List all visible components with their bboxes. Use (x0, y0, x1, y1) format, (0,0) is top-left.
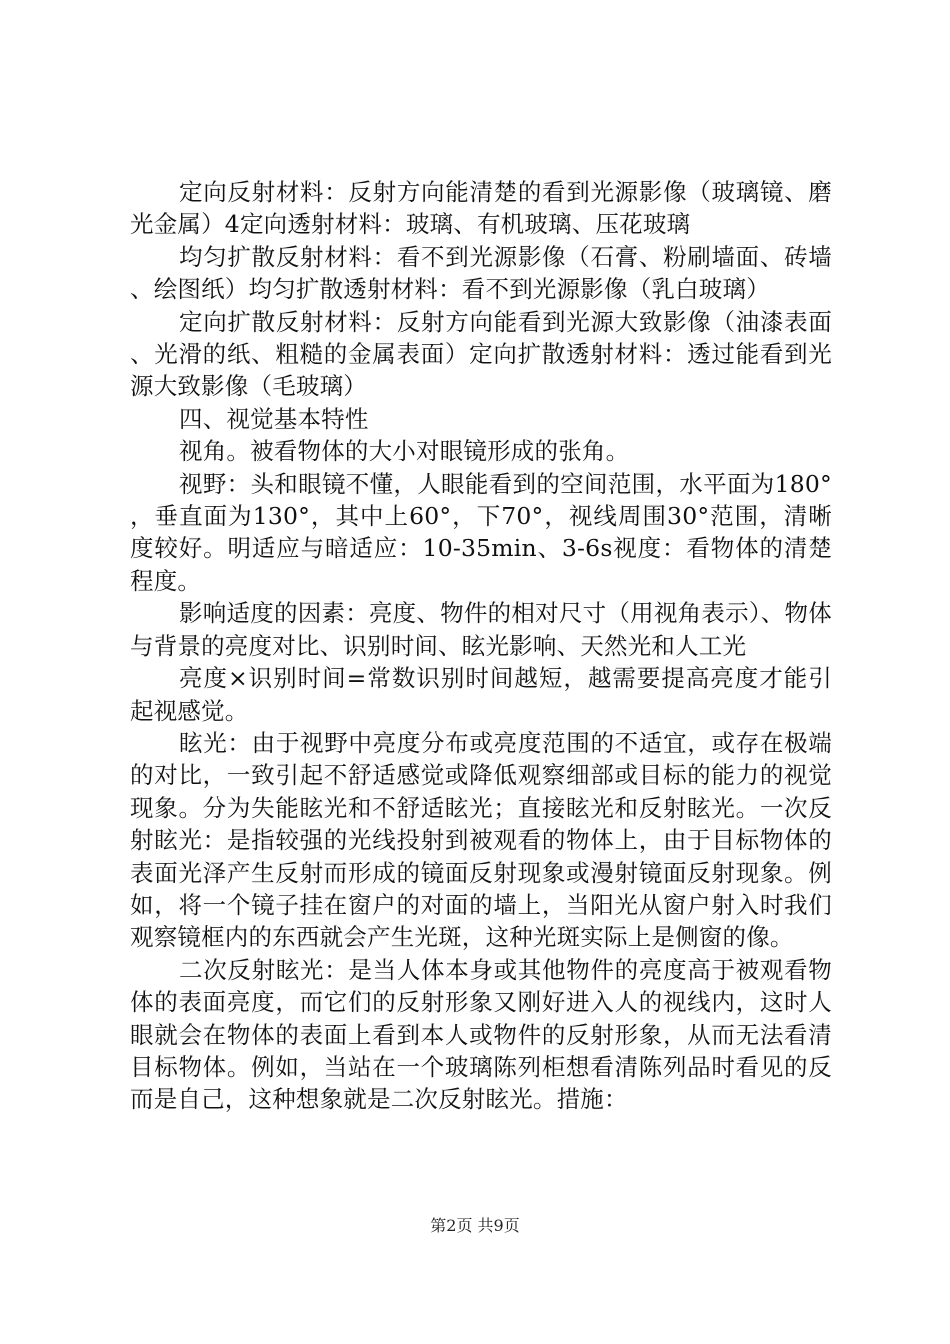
paragraph-secondary-glare: 二次反射眩光：是当人体本身或其他物件的亮度高于被观看物体的表面亮度，而它们的反射形象又刚好进入人的视线内，这时人眼就会在物体的表面上看到本人或物件的反射形象，从而无法看清目标物体。例如，当站在一个玻璃陈列柜想看清陈列品时看见的反而是自己，这种想象就是二次反射眩光。措施： (130, 955, 832, 1114)
section-heading-visual-characteristics: 四、视觉基本特性 (179, 404, 369, 433)
paragraph-luminance-time: 亮度×识别时间=常数识别时间越短，越需要提高亮度才能引起视感觉。 (130, 664, 832, 725)
paragraph-directional-reflection: 定向反射材料：反射方向能清楚的看到光源影像（玻璃镜、磨光金属）4定向透射材料：玻璃、有机玻璃、压花玻璃 (130, 178, 832, 239)
paragraph-uniform-diffuse: 均匀扩散反射材料：看不到光源影像（石膏、粉刷墙面、砖墙、绘图纸）均匀扩散透射材料：看不到光源影像（乳白玻璃） (130, 242, 832, 304)
paragraph-glare: 眩光：由于视野中亮度分布或亮度范围的不适宜，或存在极端的对比，一致引起不舒适感觉或降低观察细部或目标的能力的视觉现象。分为失能眩光和不舒适眩光；直接眩光和反射眩光。一次反射眩光：是指较强的光线投射到被观看的物体上，由于目标物体的表面光泽产生反射而形成的镜面反射现象或漫射镜面反射现象。例如，将一个镜子挂在窗户的对面的墙上，当阳光从窗户射入时我们观察镜框内的东西就会产生光斑，这种光斑实际上是侧窗的像。 (130, 728, 832, 952)
paragraph-visual-field: 视野：头和眼镜不懂，人眼能看到的空间范围，水平面为180°，垂直面为130°，其中上60°，下70°，视线周围30°范围，清晰度较好。明适应与暗适应：10-35min、3-6s视度：看物体的清楚程度。 (130, 469, 832, 595)
paragraph-visibility-factors: 影响适度的因素：亮度、物件的相对尺寸（用视角表示）、物体与背景的亮度对比、识别时间、眩光影响、天然光和人工光 (130, 599, 832, 660)
paragraph-visual-angle: 视角。被看物体的大小对眼镜形成的张角。 (179, 437, 630, 466)
document-body (130, 176, 832, 1116)
page-number-footer: 第2页 共9页 (430, 1216, 520, 1235)
paragraph-directional-diffuse: 定向扩散反射材料：反射方向能看到光源大致影像（油漆表面、光滑的纸、粗糙的金属表面）定向扩散透射材料：透过能看到光源大致影像（毛玻璃） (130, 307, 832, 401)
